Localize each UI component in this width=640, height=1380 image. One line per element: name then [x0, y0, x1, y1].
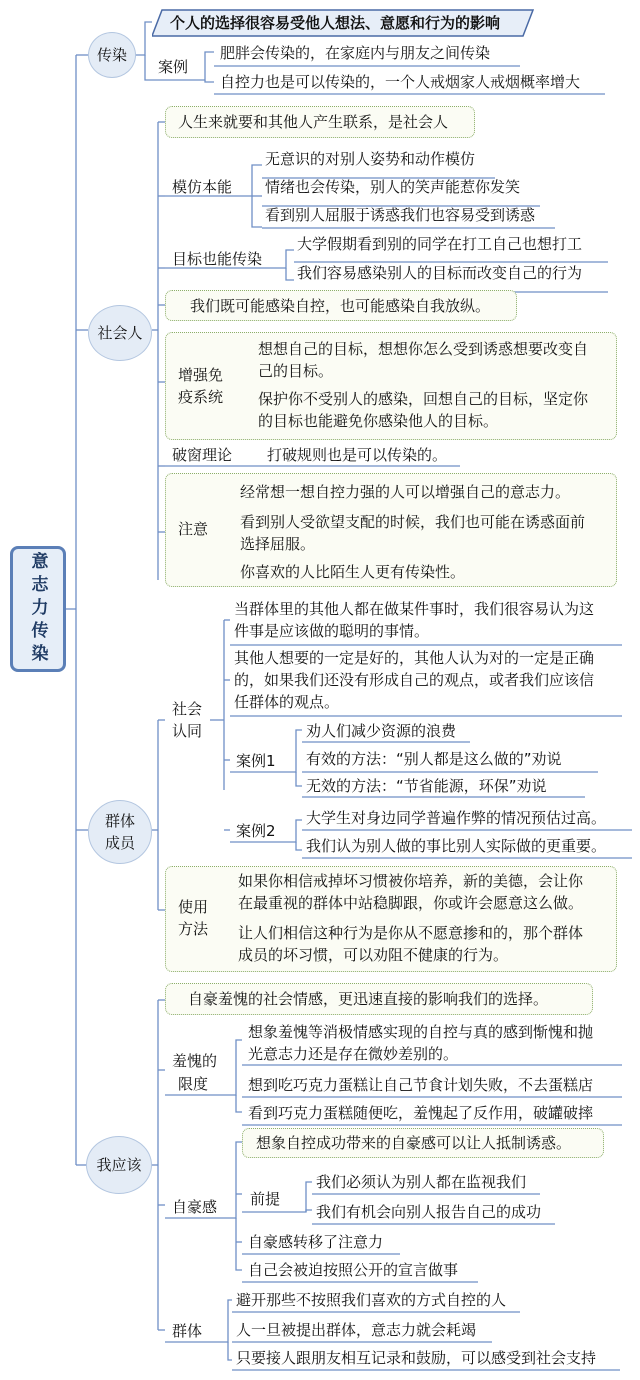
case1-label: 案例1: [236, 752, 276, 770]
node-contagion[interactable]: [88, 32, 136, 78]
should-group-item-2: 人一旦被提出群体，意志力就会耗竭: [236, 1321, 477, 1339]
node-group-label-1: 群体: [104, 812, 135, 830]
should-intro: 自豪羞愧的社会情感，更迅速直接的影响我们的选择。: [188, 990, 549, 1008]
premise-item-2: 我们有机会向别人报告自己的成功: [316, 1203, 542, 1221]
attention-item-1: 经常想一想自控力强的人可以增强自己的意志力。: [240, 483, 571, 501]
case2-label: 案例2: [236, 822, 276, 840]
should-group-item-3: 只要接人跟朋友相互记录和鼓励，可以感受到社会支持: [236, 1349, 597, 1367]
imitation-item-3: 看到别人屈服于诱惑我们也容易受到诱惑: [265, 206, 536, 224]
usage-item-2-line-2: 成员的坏习惯，可以劝阻不健康的行为。: [238, 946, 509, 964]
immune-item-1-line-2: 己的目标。: [258, 362, 334, 380]
usage-item-1-line-1: 如果你相信戒掉坏习惯被你培养，新的美德，会让你: [238, 872, 584, 890]
premise-item-1: 我们必须认为别人都在监视我们: [316, 1173, 527, 1191]
broken-window-label: 破窗理论: [172, 446, 233, 464]
broken-window-item: 打破规则也是可以传染的。: [267, 446, 448, 464]
usage-item-1-line-2: 在最重视的群体中站稳脚跟，你或许会愿意这么做。: [238, 894, 584, 912]
social-proof-p2-line-2: 的，如果我们还没有形成自己的观点，或者我们应该信: [234, 671, 595, 689]
goal-item-2: 我们容易感染别人的目标而改变自己的行为: [297, 264, 583, 282]
node-group[interactable]: [88, 800, 152, 864]
attention-item-3: 你喜欢的人比陌生人更有传染性。: [240, 563, 466, 581]
shame-item-1-line-1: 想象羞愧等消极情感实现的自控与真的感到惭愧和抛: [248, 1023, 594, 1041]
shame-label-2: 限度: [178, 1075, 209, 1093]
imitation-label: 模仿本能: [172, 178, 233, 196]
case1-item-1: 劝人们减少资源的浪费: [306, 722, 457, 740]
node-group-label-2: 成员: [104, 834, 135, 852]
attention-label: 注意: [178, 520, 209, 538]
immune-item-2-line-1: 保护你不受别人的感染，回想自己的目标，坚定你: [258, 390, 589, 408]
pride-intro: 想象自控成功带来的自豪感可以让人抵制诱惑。: [256, 1134, 572, 1152]
social-proof-p1-line-2: 件事是应该做的聪明的事情。: [234, 622, 430, 640]
node-contagion-label: 传染: [96, 46, 127, 64]
shame-item-2: 想到吃巧克力蛋糕让自己节食计划失败，不去蛋糕店: [248, 1076, 594, 1094]
shame-label-1: 羞愧的: [172, 1052, 218, 1070]
case2-item-1: 大学生对身边同学普遍作弊的情况预估过高。: [306, 809, 607, 827]
node-should-label: 我应该: [96, 1156, 142, 1174]
usage-item-2-line-1: 让人们相信这种行为是你从不愿意掺和的，那个群体: [238, 924, 584, 942]
pride-shift: 自豪感转移了注意力: [248, 1233, 384, 1251]
root-label: 意志力传染: [27, 551, 48, 667]
imitation-item-2: 情绪也会传染，别人的笑声能惹你发笑: [265, 178, 521, 196]
root-node[interactable]: [10, 546, 66, 672]
usage-label-2: 方法: [178, 920, 209, 938]
case1-item-3: 无效的方法：“节省能源，环保”劝说: [306, 777, 547, 795]
immune-label-1: 增强免: [178, 366, 224, 384]
immune-label-2: 疫系统: [178, 388, 224, 406]
node-social-label: 社会人: [97, 324, 143, 342]
immune-item-1-line-1: 想想自己的目标，想想你怎么受到诱惑想要改变自: [258, 340, 589, 358]
shame-item-1-line-2: 光意志力还是存在微妙差别的。: [248, 1045, 459, 1063]
contagion-case-1: 肥胖会传染的，在家庭内与朋友之间传染: [220, 44, 491, 62]
node-social[interactable]: [88, 305, 152, 361]
pride-label: 自豪感: [172, 1198, 218, 1216]
node-should[interactable]: [86, 1136, 152, 1194]
case2-item-2: 我们认为别人做的事比别人实际做的更重要。: [306, 837, 607, 855]
should-group-label: 群体: [172, 1322, 203, 1340]
social-proof-p1-line-1: 当群体里的其他人都在做某件事时，我们很容易认为这: [234, 600, 595, 618]
imitation-item-1: 无意识的对别人姿势和动作模仿: [265, 150, 476, 168]
shame-item-3: 看到巧克力蛋糕随便吃，羞愧起了反作用，破罐破摔: [248, 1104, 594, 1122]
social-intro: 人生来就要和其他人产生联系，是社会人: [178, 113, 449, 131]
should-group-item-1: 避开那些不按照我们喜欢的方式自控的人: [236, 1291, 507, 1309]
contagion-case-2: 自控力也是可以传染的，一个人戒烟家人戒烟概率增大: [220, 73, 581, 91]
premise-label: 前提: [250, 1190, 281, 1208]
contagion-case-label: 案例: [158, 58, 189, 76]
attention-item-2-line-2: 选择屈服。: [240, 535, 316, 553]
case1-item-2: 有效的方法：“别人都是这么做的”劝说: [306, 750, 562, 768]
usage-label-1: 使用: [178, 898, 209, 916]
pride-forced: 自己会被迫按照公开的宣言做事: [248, 1261, 459, 1279]
goal-item-1: 大学假期看到别的同学在打工自己也想打工: [297, 235, 583, 253]
social-proof-label-1: 社会: [172, 700, 203, 718]
social-proof-p2-line-1: 其他人想要的一定是好的，其他人认为对的一定是正确: [234, 649, 595, 667]
immune-item-2-line-2: 的目标也能避免你感染他人的目标。: [258, 412, 499, 430]
social-proof-label-2: 认同: [172, 722, 203, 740]
attention-item-2-line-1: 看到别人受欲望支配的时候，我们也可能在诱惑面前: [240, 513, 586, 531]
social-both: 我们既可能感染自控，也可能感染自我放纵。: [190, 297, 491, 315]
goal-label: 目标也能传染: [172, 250, 263, 268]
social-proof-p2-line-3: 任群体的观点。: [234, 693, 340, 711]
contagion-banner-text: 个人的选择很容易受他人想法、意愿和行为的影响: [170, 14, 501, 32]
